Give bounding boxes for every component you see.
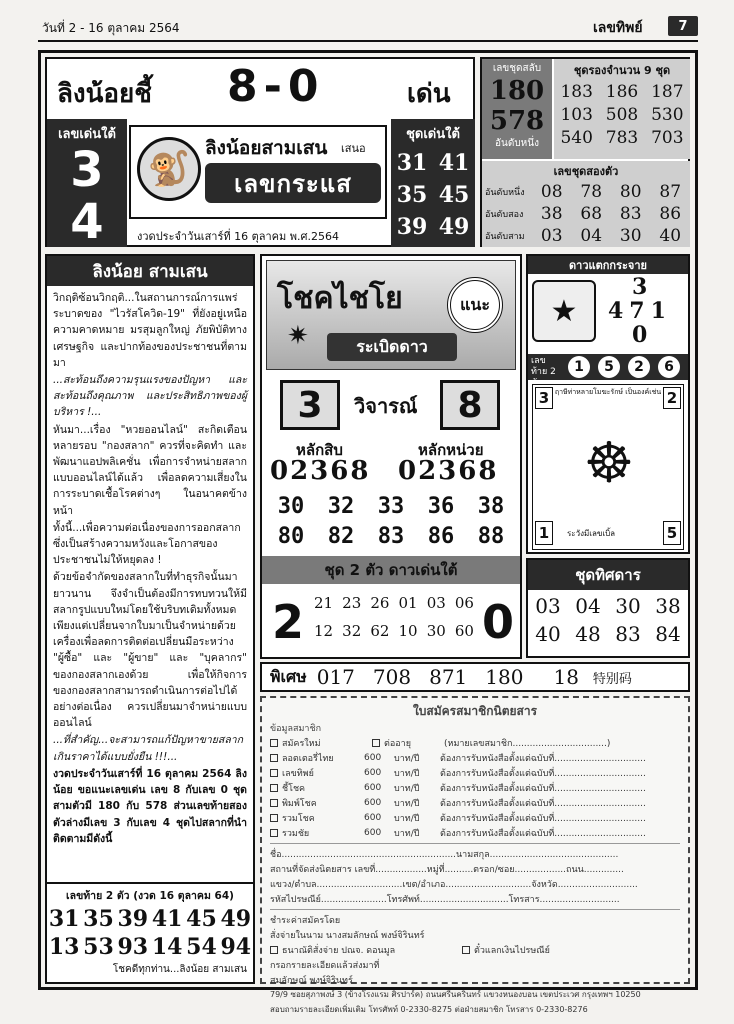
subscription-form xyxy=(260,696,690,1014)
pair-num: 62 xyxy=(370,622,390,640)
special-num: 708 xyxy=(372,665,412,689)
lead-number-panel xyxy=(47,119,127,250)
row2-num: 83 xyxy=(377,524,405,549)
tail-box xyxy=(47,882,253,982)
spare-num: 103 xyxy=(560,105,593,125)
mag-checkbox[interactable] xyxy=(270,784,278,792)
pair-num: 06 xyxy=(454,594,474,612)
lead-digit-1: 3 xyxy=(70,142,104,198)
mag-checkbox[interactable] xyxy=(270,814,278,822)
thaidam-num: 03 xyxy=(535,594,561,618)
dao-bottom: 0 xyxy=(632,322,648,348)
spare-num: 783 xyxy=(605,128,639,148)
mag-name: พิมพ์โชค xyxy=(282,798,317,809)
page-number: 7 xyxy=(668,16,698,36)
pair-num: 30 xyxy=(426,622,446,640)
mag-unit: บาท/ปี xyxy=(394,828,420,839)
title-left: ลิงน้อยชี้ xyxy=(57,79,152,109)
two-rank: อันดับสอง xyxy=(485,210,524,220)
two-num: 38 xyxy=(540,204,563,224)
chok-banner xyxy=(266,260,516,370)
spare-num: 186 xyxy=(605,82,639,102)
article-para: ทั้งนี้...เพื่อความต่อเนื่องของการออกสลาก ซึ่งเป็นสร้างความหวังและโอกาสของประชาชนไม่ให้หยุดลง ! xyxy=(53,521,241,567)
two-rank: อันดับหนึ่ง xyxy=(485,188,525,198)
dao-mid: 471 xyxy=(608,298,672,324)
row1-num: 32 xyxy=(327,494,355,519)
article-column xyxy=(45,254,255,984)
set-num: 49 xyxy=(438,214,470,240)
send-address: 79/9 ซอยสุภาพงษ์ 3 (ข้างโรงแรม ศิรปาร์ค) ถนนศรีนครินทร์ แขวงหนองบอน เขตประเวศ กรุงเทพฯ 10250 xyxy=(270,990,641,999)
pair-right: 0 xyxy=(481,595,514,649)
mag-note: ต้องการรับหนังสือตั้งแต่ฉบับที่................................ xyxy=(440,783,646,794)
ball: 2 xyxy=(628,356,650,378)
pair-num: 03 xyxy=(426,594,446,612)
article-para: ...สะท้อนถึงความรุนแรงของปัญหา และสะท้อนถึงคุณภาพ และประสิทธิภาพของผู้บริหาร !... xyxy=(53,374,247,419)
top-feature-box xyxy=(45,57,475,250)
tail-num: 31 xyxy=(48,906,80,932)
set-num: 35 xyxy=(396,182,428,208)
tail-num: 13 xyxy=(48,934,80,960)
send-title: กรอกรายละเอียดแล้วส่งมาที่ xyxy=(270,960,380,971)
pair-label: ชุด 2 ตัว ดาวเด่นใต้ xyxy=(262,556,520,584)
lot-table xyxy=(480,57,690,247)
two-digit-table xyxy=(482,161,690,247)
mag-price: 600 xyxy=(364,812,382,823)
pair-num: 32 xyxy=(342,622,362,640)
banner-sub: ระเบิดดาว xyxy=(327,333,457,361)
spare-num: 508 xyxy=(605,105,639,125)
article-para: ...ที่สำคัญ...จะสามารถแก้ปัญหาขายสลากเกินราคาได้แบบยั่งยืน !!!... xyxy=(53,734,244,763)
monkey-icon: 🐒 xyxy=(137,137,201,201)
mag-price: 600 xyxy=(364,827,382,838)
starburst-icon: ✷ xyxy=(287,321,309,351)
thaidam-label: ชุดทิศดาร xyxy=(528,560,688,590)
page-header xyxy=(38,16,698,38)
two-num: 78 xyxy=(580,182,603,202)
pair-num: 10 xyxy=(398,622,418,640)
tail-num: 35 xyxy=(83,906,114,932)
mag-unit: บาท/ปี xyxy=(394,783,420,794)
pay-postal-checkbox[interactable] xyxy=(462,946,470,954)
set-num: 31 xyxy=(396,150,428,176)
mag-unit: บาท/ปี xyxy=(394,798,420,809)
lot-a: 180 xyxy=(489,76,545,106)
pair-num: 12 xyxy=(314,622,334,640)
thaidam-num: 30 xyxy=(615,594,641,618)
ball: 5 xyxy=(598,356,620,378)
tail-label: เลขท้าย 2 ตัว (งวด 16 ตุลาคม 64) xyxy=(66,890,234,902)
row1-num: 36 xyxy=(427,494,455,519)
opt-new: สมัครใหม่ xyxy=(282,738,321,749)
address-field[interactable]: สถานที่จัดส่งนิตยสาร เลขที่..................หมู่ที่..........ตรอก/ซอย..................ถนน.............. xyxy=(270,864,624,875)
round-text: งวดประจำวันเสาร์ที่ 16 ตุลาคม พ.ศ.2564 xyxy=(137,230,339,243)
right-num-box: 8 xyxy=(440,380,500,430)
member-label: ข้อมูลสมาชิก xyxy=(270,724,322,734)
corner-tr: 2 xyxy=(663,387,681,409)
banner-title: โชคไชโย xyxy=(277,281,403,316)
two-rank: อันดับสาม xyxy=(485,232,525,242)
mag-note: ต้องการรับหนังสือตั้งแต่ฉบับที่................................ xyxy=(440,798,646,809)
special-bar xyxy=(260,662,690,692)
send-phone: สอบถามรายละเอียดเพิ่มเติม โทรศัพท์ 0-2330-8275 ต่อฝ่ายสมาชิก โทรสาร 0-2330-8276 xyxy=(270,1005,588,1014)
mag-name: รวมชัย xyxy=(282,828,310,839)
name-field[interactable]: ชื่อ.............................................................นามสกุล............................................. xyxy=(270,849,619,860)
pay-title: ชำระค่าสมัครโดย xyxy=(270,915,341,926)
units-label: หลักหน่วย xyxy=(418,441,484,459)
tail-num: 54 xyxy=(186,934,217,960)
left-num-box: 3 xyxy=(280,380,340,430)
thaidam-num: 40 xyxy=(535,622,561,646)
hermit-figure-icon: ☸ xyxy=(583,430,635,496)
article-title: ลิงน้อย สามเสน xyxy=(47,256,253,286)
mag-name: รวมโชค xyxy=(282,813,315,824)
thaidam-num: 48 xyxy=(575,622,601,646)
send-name: สมลักษณ์ พงษ์จิรินทร์ xyxy=(270,975,353,986)
two-num: 08 xyxy=(540,182,563,202)
tail-num: 14 xyxy=(151,934,183,960)
tail-strip xyxy=(528,354,688,388)
mag-price: 600 xyxy=(364,767,382,778)
mag-unit: บาท/ปี xyxy=(394,768,420,779)
mag-checkbox[interactable] xyxy=(270,769,278,777)
row2-num: 82 xyxy=(327,524,355,549)
hermit-caption-top: ฤาษีท่าหลายโมฆะรักษ์ เป็นองค์เช่น xyxy=(554,388,662,396)
tail-num: 41 xyxy=(151,906,183,932)
two-num: 03 xyxy=(540,226,563,246)
mag-price: 600 xyxy=(364,782,382,793)
pay-2: ธนาณัติสั่งจ่าย ปณจ. ดอนมูล xyxy=(282,945,396,956)
thaidam-num: 38 xyxy=(655,594,681,618)
form-title: ใบสมัครสมาชิกนิตยสาร xyxy=(412,704,538,718)
article-para: หันมา...เรื่อง "หวยออนไลน์" สะกิดเตือนหลายรอบ "กองสลาก" ควรที่จะคิดทำ และพัฒนาแอปพลิเคชั่น เพื่อการจำหน่ายสลากแบบออนไลน์ได้แล้ว เพื่อลดความเสี่ยงในการระบาดเชื้อโรคต่างๆ ในอนาคตข้างหน้า xyxy=(53,423,247,517)
mag-note: ต้องการรับหนังสือตั้งแต่ฉบับที่................................ xyxy=(440,768,646,779)
spare-col xyxy=(554,59,690,159)
tail-strip-label: เลขท้าย 2 ตัว xyxy=(531,356,556,388)
special-extra: 18 xyxy=(553,665,579,689)
special-num: 180 xyxy=(485,665,524,689)
row2-num: 88 xyxy=(477,524,505,549)
article-para: ด้วยข้อจำกัดของสลากใบที่ทำธุรกิจนั้นมายาวนาน จึงจำเป็นต้องมีการทบทวนให้มีสลากรูปแบบใหม่โดยใช้บริบทเดิมทั้งหมด เพียงแต่เปลี่ยนจากใบมาเป็นจำหน่ายด้วยเครื่องเพื่อลดการติดต่อเปลี่ยนมือระหว่าง "ผู้ซื้อ" และ "ผู้ขาย" และ "บุคลากร" ของกองสลากเองด้วย เพื่อให้กิจการของกองสลากสามารถดำเนินการต่อไปได้อย่างต่อเนื่อง ควรเปลี่ยนมาจำหน่ายแบบออนไลน์ xyxy=(53,571,247,730)
two-num: 40 xyxy=(659,226,682,246)
center-panel xyxy=(260,254,522,659)
tail-num: 39 xyxy=(117,906,149,932)
header-date: วันที่ 2 - 16 ตุลาคม 2564 xyxy=(42,21,180,35)
spare-num: 703 xyxy=(651,128,684,148)
mag-unit: บาท/ปี xyxy=(394,753,420,764)
corner-br: 5 xyxy=(663,521,681,545)
logo-text: ลิงน้อยสามเสน xyxy=(205,137,328,159)
logo-banner: เลขกระแส xyxy=(205,163,381,203)
row1-num: 30 xyxy=(277,494,305,519)
pay-1: สั่งจ่ายในนาม นางสมลักษณ์ พงษ์จิรินทร์ xyxy=(270,930,425,941)
set-num: 45 xyxy=(438,182,470,208)
mid-label: วิจารณ์ xyxy=(354,394,418,418)
new-checkbox[interactable] xyxy=(270,739,278,747)
special-num: 017 xyxy=(316,665,355,689)
pair-num: 21 xyxy=(314,594,334,612)
ball: 1 xyxy=(568,356,590,378)
two-label: เลขชุดสองตัว xyxy=(553,165,619,178)
pair-num: 60 xyxy=(454,622,474,640)
set-panel xyxy=(391,119,475,247)
units-digits: 02368 xyxy=(398,456,499,486)
pair-left: 2 xyxy=(271,595,304,649)
pair-num: 26 xyxy=(370,594,390,612)
two-num: 83 xyxy=(619,204,642,224)
two-num: 80 xyxy=(619,182,642,202)
spare-num: 530 xyxy=(651,105,684,125)
mag-name: ลอตเตอรี่ไทย xyxy=(282,753,334,764)
mag-name: เลขทิพย์ xyxy=(282,768,314,779)
header-rule xyxy=(38,40,698,42)
lot-b: 578 xyxy=(489,106,545,136)
thaidam-panel xyxy=(526,558,690,658)
signoff: โชคดีทุกท่าน...ลิงน้อย สามเสน xyxy=(112,964,247,975)
logo-suffix: เสนอ xyxy=(341,142,366,155)
special-label: พิเศษ xyxy=(270,666,307,686)
special-tag: 特别码 xyxy=(592,671,632,687)
corner-tl: 3 xyxy=(535,387,553,409)
row2-num: 86 xyxy=(427,524,455,549)
logo-box xyxy=(129,125,387,219)
tail-num: 93 xyxy=(117,934,149,960)
lead-digit-2: 4 xyxy=(70,194,104,250)
thaidam-num: 84 xyxy=(655,622,681,646)
spare-num: 540 xyxy=(560,128,593,148)
tens-digits: 02368 xyxy=(270,456,371,486)
two-num: 30 xyxy=(619,226,642,246)
tail-num: 94 xyxy=(220,934,252,960)
mag-unit: บาท/ปี xyxy=(394,813,420,824)
spare-num: 187 xyxy=(651,82,684,102)
tens-label: หลักสิบ xyxy=(296,441,343,459)
dao-top: 3 xyxy=(632,274,648,300)
header-section: เลขทิพย์ xyxy=(593,20,643,36)
dao-label: ดาวแตกกระจาย xyxy=(528,256,688,274)
special-num: 871 xyxy=(429,665,468,689)
hermit-box xyxy=(532,384,684,550)
tail-num: 49 xyxy=(220,906,252,932)
banner-tag: แนะ xyxy=(447,277,503,333)
title-right: เด่น xyxy=(407,79,451,109)
mag-price: 600 xyxy=(364,752,382,763)
lot-label: เลขชุดสลับ xyxy=(492,63,542,74)
mag-price: 600 xyxy=(364,797,382,808)
mag-checkbox[interactable] xyxy=(270,799,278,807)
set-num: 41 xyxy=(438,150,470,176)
lead-label: เลขเด่นใต้ xyxy=(58,127,116,142)
two-num: 86 xyxy=(659,204,682,224)
mag-note: ต้องการรับหนังสือตั้งแต่ฉบับที่................................ xyxy=(440,828,646,839)
two-num: 87 xyxy=(659,182,682,202)
ball: 6 xyxy=(658,356,680,378)
title-score: 8-0 xyxy=(227,61,325,112)
thaidam-num: 04 xyxy=(575,594,601,618)
dao-emblem-icon: ★ xyxy=(532,280,596,342)
dao-panel xyxy=(526,254,690,554)
pair-num: 01 xyxy=(398,594,418,612)
pay-3: ตั๋วแลกเงินไปรษณีย์ xyxy=(474,945,550,956)
article-summary: งวดประจำวันเสาร์ที่ 16 ตุลาคม 2564 ลิงน้อย ขอแนะเลขเด่น เลข 8 กับเลข 0 ชุดสามตัวมี 180 กับ 578 ส่วนเลขท้ายสองตัวล่างมีเลข 3 กับเลข 4 ชุดไปสลากที่นำติดตามมีดังนี้ xyxy=(53,767,247,845)
district-field[interactable]: แขวง/ตำบล..............................เขต/อำเภอ..............................จังหวัด............................ xyxy=(270,879,638,890)
row1-num: 33 xyxy=(377,494,405,519)
mag-note: ต้องการรับหนังสือตั้งแต่ฉบับที่................................ xyxy=(440,753,646,764)
member-no: (หมายเลขสมาชิก.................................) xyxy=(444,738,611,749)
pair-num: 23 xyxy=(342,594,362,612)
tail-num: 45 xyxy=(186,906,217,932)
pay-money-order-checkbox[interactable] xyxy=(270,946,278,954)
row2-num: 80 xyxy=(277,524,305,549)
lot-rank: อันดับหนึ่ง xyxy=(495,138,539,149)
spare-num: 183 xyxy=(560,82,593,102)
renew-checkbox[interactable] xyxy=(372,739,380,747)
set-label: ชุดเด่นใต้ xyxy=(406,127,460,142)
opt-renew: ต่ออายุ xyxy=(384,738,411,749)
thaidam-num: 83 xyxy=(615,622,641,646)
tail-num: 53 xyxy=(83,934,114,960)
row1-num: 38 xyxy=(477,494,505,519)
article-para: วิกฤติซ้อนวิกฤติ...ในสถานการณ์การแพร่ระบาดของ "ไวรัสโควิด-19" ที่ยังอยู่เหนือความคาดหมาย มรสุมลูกใหญ่ ภัยพิบัติทางเศรษฐกิจ และปากท้องของประชาชนที่ตามมา xyxy=(53,292,247,369)
lot-col xyxy=(482,59,552,159)
mag-name: ชี้โชค xyxy=(282,783,306,794)
hermit-caption-bottom: ระวังมีเลขเบิ้ล xyxy=(567,529,616,538)
mag-checkbox[interactable] xyxy=(270,829,278,837)
mag-note: ต้องการรับหนังสือตั้งแต่ฉบับที่................................ xyxy=(440,813,646,824)
contact-field[interactable]: รหัสไปรษณีย์.......................โทรศัพท์...............................โทรสาร............................ xyxy=(270,894,620,905)
set-num: 39 xyxy=(396,214,428,240)
corner-bl: 1 xyxy=(535,521,553,545)
mag-checkbox[interactable] xyxy=(270,754,278,762)
two-num: 04 xyxy=(580,226,603,246)
two-num: 68 xyxy=(580,204,603,224)
spare-label: ชุดรองจำนวน 9 ชุด xyxy=(573,64,671,77)
